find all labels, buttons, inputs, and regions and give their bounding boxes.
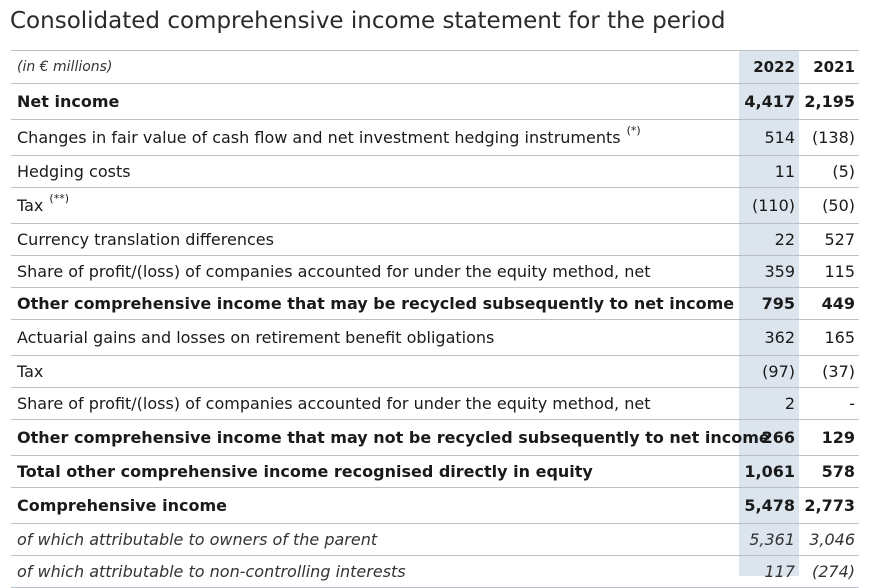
table-row-equity-method-non-recyclable	[11, 388, 859, 420]
value-2021: (50)	[822, 196, 855, 215]
value-2022: 11	[774, 162, 795, 181]
row-label: Changes in fair value of cash flow and net investment hedging instruments	[17, 128, 621, 147]
table-row-actuarial-gains	[11, 320, 859, 356]
value-2022: 2	[784, 394, 795, 413]
column-header-2022: 2022	[753, 58, 795, 76]
value-2022: 362	[764, 328, 795, 347]
table-row-comprehensive-income	[11, 488, 859, 524]
value-2021: 527	[824, 230, 855, 249]
footnote-marker: (**)	[49, 192, 69, 205]
value-2022: 359	[764, 262, 795, 281]
row-label: Tax	[17, 196, 44, 215]
value-2021: 2,195	[804, 92, 855, 111]
column-header-2021: 2021	[813, 58, 855, 76]
row-label: Total other comprehensive income recognised directly in equity	[17, 462, 593, 481]
footnote-marker: (*)	[626, 124, 641, 137]
value-2021: 2,773	[804, 496, 855, 515]
table-row-non-controlling-interests	[11, 556, 859, 588]
row-label: of which attributable to non-controlling interests	[17, 562, 406, 581]
row-label-cell	[11, 120, 739, 156]
value-2022: 5,478	[744, 496, 795, 515]
value-2022: 266	[761, 428, 795, 447]
value-2022: (97)	[762, 362, 795, 381]
row-label: Other comprehensive income that may not be recycled subsequently to net income	[17, 428, 770, 447]
table-row-owners-of-parent	[11, 524, 859, 556]
row-label: Net income	[17, 92, 120, 111]
table-row-tax-recyclable	[11, 188, 859, 224]
value-2022: 4,417	[744, 92, 795, 111]
row-label: of which attributable to owners of the parent	[17, 530, 378, 549]
value-2022: 22	[774, 230, 795, 249]
income-statement-table-wrap	[11, 50, 859, 588]
table-row-currency-translation	[11, 224, 859, 256]
row-label: Tax	[17, 362, 44, 381]
row-label: Comprehensive income	[17, 496, 227, 515]
row-label: Other comprehensive income that may be recycled subsequently to net income	[17, 294, 735, 313]
table-row-hedging-costs	[11, 156, 859, 188]
value-2022: 117	[764, 562, 795, 581]
table-row-net-income	[11, 84, 859, 120]
value-2021: 3,046	[809, 530, 855, 549]
row-label: Actuarial gains and losses on retirement benefit obligations	[17, 328, 495, 347]
value-2022: (110)	[751, 196, 795, 215]
table-row-total-oci	[11, 456, 859, 488]
table-row-equity-method-recyclable	[11, 256, 859, 288]
value-2021: 578	[821, 462, 855, 481]
value-2021: (274)	[811, 562, 855, 581]
table-row-oci-non-recyclable-total	[11, 420, 859, 456]
table-header-row	[11, 51, 859, 84]
row-label-cell	[11, 188, 739, 224]
income-statement-table	[11, 50, 859, 588]
value-2021: 115	[824, 262, 855, 281]
units-label: (in € millions)	[17, 59, 113, 75]
value-2022: 5,361	[749, 530, 795, 549]
value-2021: 165	[824, 328, 855, 347]
value-2021: (37)	[822, 362, 855, 381]
value-2022: 1,061	[744, 462, 795, 481]
row-label: Hedging costs	[17, 162, 131, 181]
value-2021: 129	[821, 428, 855, 447]
value-2021: (5)	[832, 162, 855, 181]
value-2021: (138)	[811, 128, 855, 147]
table-row-tax-non-recyclable	[11, 356, 859, 388]
value-2021: -	[849, 394, 855, 413]
page-title: Consolidated comprehensive income statement for the period	[10, 8, 726, 34]
table-row-hedging-fair-value	[11, 120, 859, 156]
row-label: Share of profit/(loss) of companies accounted for under the equity method, net	[17, 262, 651, 281]
value-2022: 514	[764, 128, 795, 147]
row-label: Share of profit/(loss) of companies accounted for under the equity method, net	[17, 394, 651, 413]
value-2022: 795	[761, 294, 795, 313]
row-label: Currency translation differences	[17, 230, 274, 249]
value-2021: 449	[821, 294, 855, 313]
table-row-oci-recyclable-total	[11, 288, 859, 320]
